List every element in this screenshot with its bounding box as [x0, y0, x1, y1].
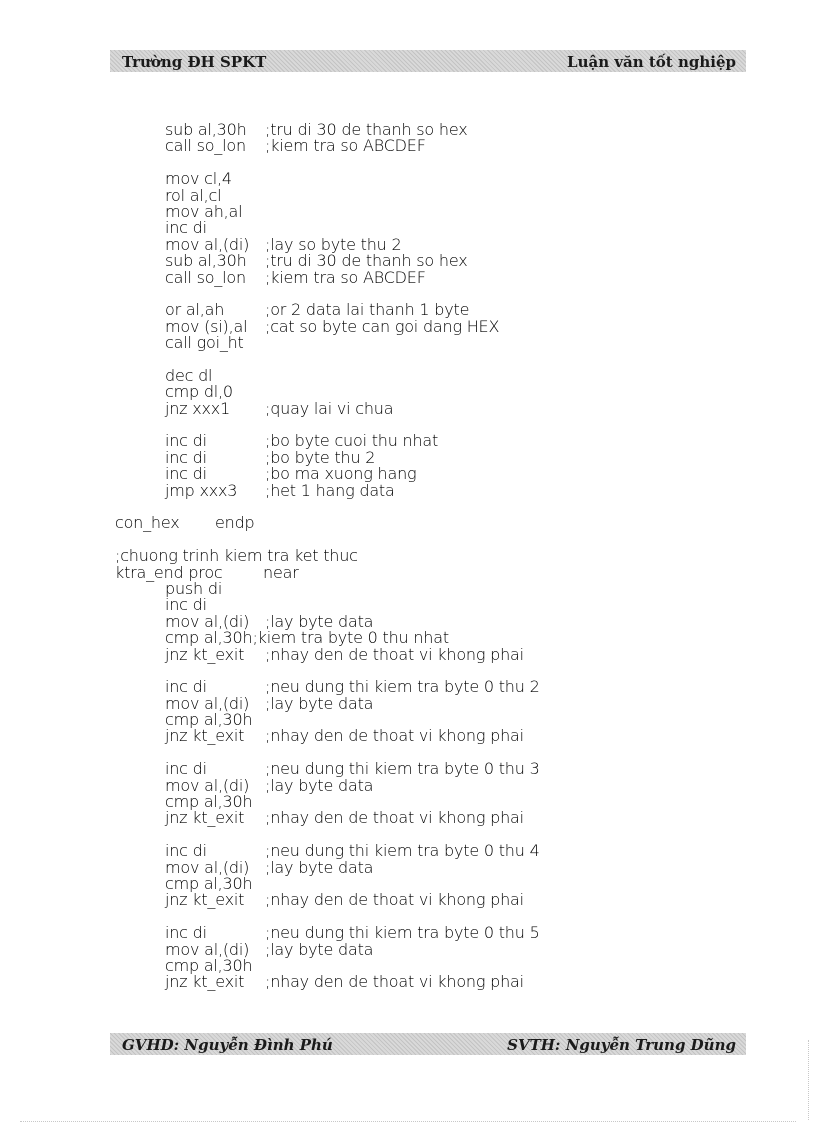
code-comment: ;neu dung thi kiem tra byte 0 thu 2: [265, 677, 540, 697]
code-comment: ;nhay den de thoat vi khong phai: [265, 808, 524, 828]
code-instruction: cmp al,30h: [165, 955, 253, 975]
code-instruction: cmp al,30h;kiem tra byte 0 thu nhat: [165, 628, 449, 648]
code-instruction: inc di: [165, 677, 207, 697]
code-comment: ;or 2 data lai thanh 1 byte: [265, 300, 470, 320]
code-comment: ;nhay den de thoat vi khong phai: [265, 890, 524, 910]
code-comment: near: [263, 562, 299, 582]
code-instruction: mov al,(di): [165, 611, 250, 631]
code-instruction: inc di: [165, 218, 207, 238]
code-comment: ;tru di 30 de thanh so hex: [265, 120, 468, 139]
code-comment: ;lay byte data: [265, 939, 374, 959]
code-instruction: ;chuong trinh kiem tra ket thuc: [115, 546, 358, 566]
page-header: [110, 50, 746, 72]
code-instruction: inc di: [165, 923, 207, 943]
code-instruction: jnz kt_exit: [165, 972, 245, 992]
code-instruction: inc di: [165, 841, 207, 861]
code-comment: ;kiem tra so ABCDEF: [265, 136, 426, 156]
code-instruction: rol al,cl: [165, 185, 222, 205]
code-comment: ;bo byte thu 2: [265, 447, 376, 467]
code-comment: ;quay lai vi chua: [265, 398, 394, 418]
header-school: Trường ĐH SPKT: [122, 53, 267, 71]
code-instruction: call so_lon: [165, 267, 246, 287]
code-instruction: cmp al,30h: [165, 873, 253, 893]
code-instruction: inc di: [165, 464, 207, 484]
code-instruction: mov (si),al: [165, 316, 248, 336]
code-instruction: cmp al,30h: [165, 710, 253, 730]
code-comment: ;lay so byte thu 2: [265, 234, 402, 254]
code-instruction: jnz kt_exit: [165, 726, 245, 746]
code-instruction: inc di: [165, 759, 207, 779]
code-instruction: cmp dl,0: [165, 382, 233, 402]
code-instruction: call so_lon: [165, 136, 246, 156]
code-instruction: jnz xxx1: [165, 398, 231, 418]
code-comment: ;bo ma xuong hang: [265, 464, 417, 484]
code-comment: endp: [215, 513, 255, 533]
code-comment: ;tru di 30 de thanh so hex: [265, 251, 468, 271]
code-comment: ;het 1 hang data: [265, 480, 395, 500]
code-comment: ;nhay den de thoat vi khong phai: [265, 644, 524, 664]
page-edge-dotted-right: [808, 1040, 810, 1120]
footer-advisor: GVHD: Nguyễn Đình Phú: [122, 1036, 333, 1054]
code-instruction: push di: [165, 578, 223, 598]
code-comment: ;lay byte data: [265, 611, 374, 631]
footer-student: SVTH: Nguyễn Trung Dũng: [507, 1036, 736, 1054]
code-comment: ;neu dung thi kiem tra byte 0 thu 4: [265, 841, 540, 861]
code-instruction: mov al,(di): [165, 857, 250, 877]
code-comment: ;nhay den de thoat vi khong phai: [265, 726, 524, 746]
code-instruction: dec dl: [165, 365, 213, 385]
page-footer: [110, 1033, 746, 1055]
code-instruction: jmp xxx3: [165, 480, 238, 500]
code-instruction: ktra_end proc: [115, 562, 223, 582]
code-comment: ;lay byte data: [265, 775, 374, 795]
code-instruction: jnz kt_exit: [165, 890, 245, 910]
code-instruction: inc di: [165, 447, 207, 467]
code-instruction: mov cl,4: [165, 169, 232, 189]
code-comment: ;neu dung thi kiem tra byte 0 thu 5: [265, 923, 540, 943]
code-comment: ;cat so byte can goi dang HEX: [265, 316, 500, 336]
code-instruction: jnz kt_exit: [165, 644, 245, 664]
code-comment: ;bo byte cuoi thu nhat: [265, 431, 439, 451]
code-instruction: mov ah,al: [165, 201, 243, 221]
code-comment: ;lay byte data: [265, 857, 374, 877]
code-instruction: inc di: [165, 595, 207, 615]
code-instruction: mov al,(di): [165, 693, 250, 713]
code-comment: ;neu dung thi kiem tra byte 0 thu 3: [265, 759, 540, 779]
code-instruction: mov al,(di): [165, 775, 250, 795]
code-instruction: or al,ah: [165, 300, 225, 320]
code-instruction: mov al,(di): [165, 234, 250, 254]
code-instruction: sub al,30h: [165, 120, 247, 139]
code-instruction: con_hex: [115, 513, 180, 533]
code-instruction: inc di: [165, 431, 207, 451]
header-thesis-label: Luận văn tốt nghiệp: [567, 53, 736, 71]
code-instruction: jnz kt_exit: [165, 808, 245, 828]
code-instruction: mov al,(di): [165, 939, 250, 959]
code-comment: ;kiem tra so ABCDEF: [265, 267, 426, 287]
code-instruction: cmp al,30h: [165, 792, 253, 812]
code-comment: ;lay byte data: [265, 693, 374, 713]
code-instruction: sub al,30h: [165, 251, 247, 271]
code-instruction: call goi_ht: [165, 333, 244, 353]
code-comment: ;nhay den de thoat vi khong phai: [265, 972, 524, 992]
